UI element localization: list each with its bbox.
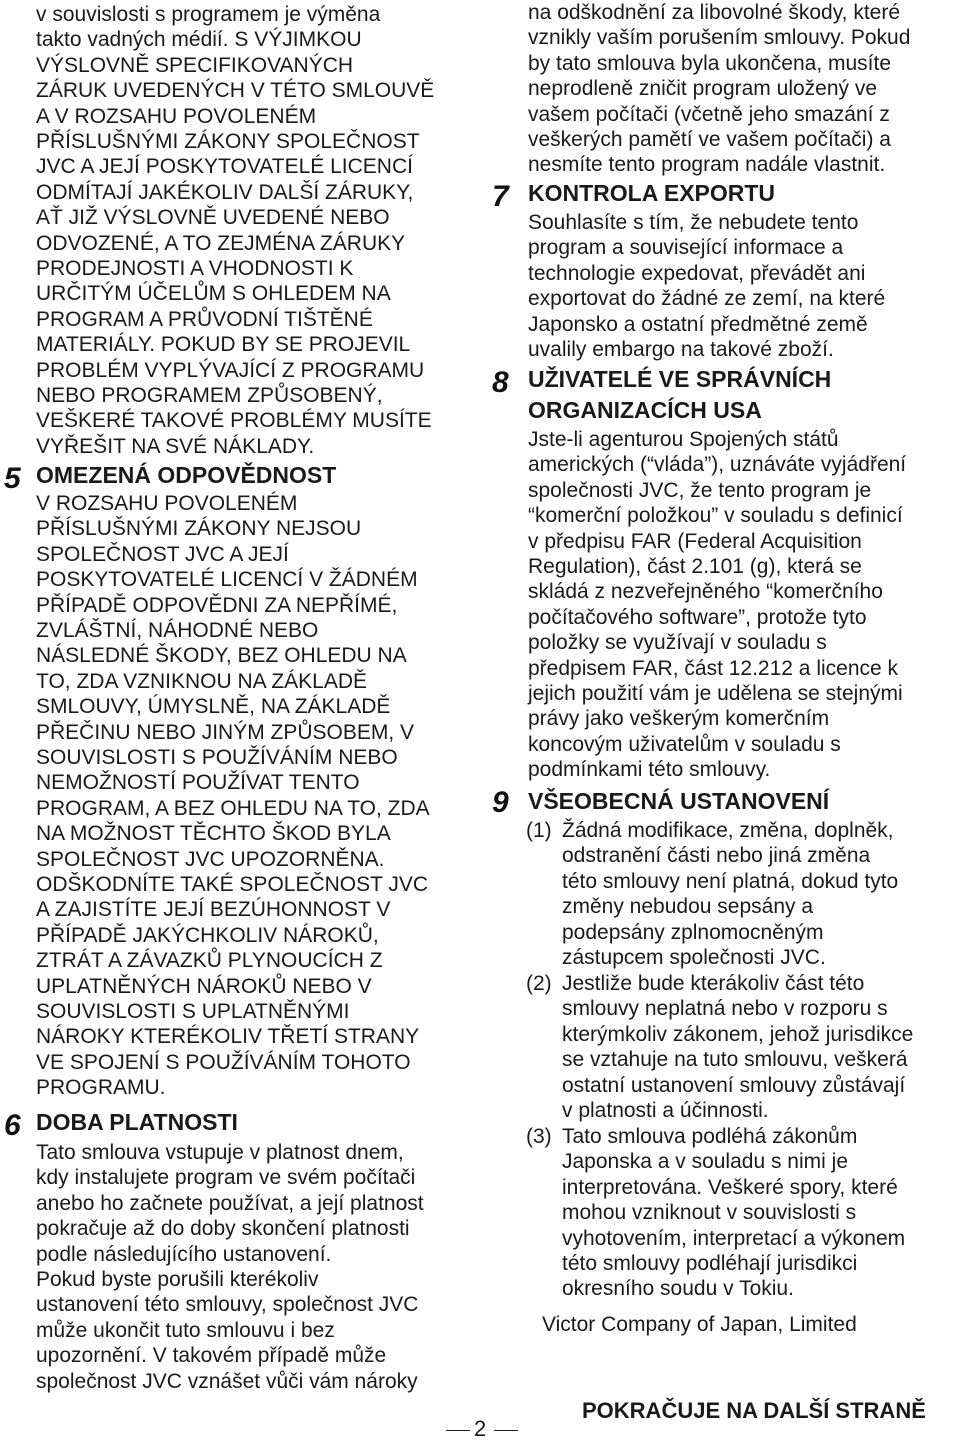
- section-title: OMEZENÁ ODPOVĚDNOST: [36, 462, 337, 488]
- body-text-line: PŘÍSLUŠNÝMI ZÁKONY SPOLEČNOST: [36, 130, 420, 153]
- body-text-line: podle následujícího ustanovení.: [36, 1242, 332, 1266]
- section-title: UŽIVATELÉ VE SPRÁVNÍCH: [528, 366, 832, 392]
- body-text-line: PROGRAMU.: [36, 1076, 166, 1100]
- body-text-line: skládá z nezveřejněného “komerčního: [528, 580, 883, 604]
- body-text-line: může ukončit tuto smlouvu i bez: [36, 1318, 335, 1342]
- section-number: 9: [492, 786, 509, 819]
- body-text-line: Tato smlouva vstupuje v platnost dnem,: [36, 1141, 404, 1164]
- body-text-line: položky se využívají v souladu s: [528, 631, 827, 655]
- body-text-line: společnost JVC vznášet vůči vám nároky: [36, 1369, 418, 1393]
- body-text-line: PRODEJNOSTI A VHODNOSTI K: [36, 257, 354, 280]
- body-text-line: jejich použití vám je udělena se stejnými: [528, 682, 903, 705]
- body-text-line: uvalily embargo na takové zboží.: [528, 338, 834, 361]
- body-text-line: NEBO PROGRAMEM ZPŮSOBENÝ,: [36, 384, 383, 407]
- body-text-line: SMLOUVY, ÚMYSLNĚ, NA ZÁKLADĚ: [36, 695, 391, 719]
- body-text-line: MATERIÁLY. POKUD BY SE PROJEVIL: [36, 333, 411, 357]
- body-text-line: by tato smlouva byla ukončena, musíte: [528, 51, 892, 75]
- body-text-line: A V ROZSAHU POVOLENÉM: [36, 104, 317, 128]
- body-text-line: exportovat do žádné ze zemí, na které: [528, 287, 886, 311]
- body-text-line: upozornění. V takovém případě může: [36, 1344, 387, 1368]
- body-text-line: JVC A JEJÍ POSKYTOVATELÉ LICENCÍ: [36, 155, 413, 179]
- list-item-line: smlouvy neplatná nebo v rozporu s: [562, 997, 888, 1021]
- section-title: KONTROLA EXPORTU: [528, 180, 776, 206]
- list-item-line: Japonska a v souladu s nimi je: [562, 1150, 848, 1174]
- body-text-line: ustanovení této smlouvy, společnost JVC: [36, 1293, 419, 1317]
- list-item-line: vyhotovením, interpretací a výkonem: [562, 1226, 906, 1250]
- list-item-line: této smlouvy podléhají jurisdikci: [562, 1252, 858, 1275]
- list-item-line: zástupcem společnosti JVC.: [562, 946, 826, 969]
- body-text-line: v předpisu FAR (Federal Acquisition: [528, 529, 862, 553]
- body-text-line: ZTRÁT A ZÁVAZKŮ PLYNOUCÍCH Z: [36, 949, 383, 973]
- body-text-line: vašem počítači (včetně jeho smazání z: [528, 102, 890, 126]
- body-text-line: NEMOŽNOSTÍ POUŽÍVAT TENTO: [36, 771, 360, 795]
- body-text-line: ZVLÁŠTNÍ, NÁHODNÉ NEBO: [36, 619, 319, 642]
- body-text-line: ZÁRUK UVEDENÝCH V TÉTO SMLOUVĚ: [36, 79, 435, 103]
- body-text-line: nesmíte tento program nadále vlastnit.: [528, 153, 886, 177]
- body-text-line: SPOLEČNOST JVC A JEJÍ: [36, 542, 289, 566]
- body-text-line: na odškodnění za libovolné škody, které: [528, 1, 901, 24]
- body-text-line: takto vadných médií. S VÝJIMKOU: [36, 28, 362, 52]
- body-text-line: VE SPOJENÍ S POUŽÍVÁNÍM TOHOTO: [36, 1050, 411, 1074]
- body-text-line: PŘÍPADĚ JAKÝCHKOLIV NÁROKŮ,: [36, 923, 379, 947]
- continue-label: POKRAČUJE NA DALŠÍ STRANĚ: [582, 1398, 926, 1423]
- body-text-line: NÁROKY KTERÉKOLIV TŘETÍ STRANY: [36, 1025, 420, 1049]
- body-text-line: PŘÍPADĚ ODPOVĚDNI ZA NEPŘÍMÉ,: [36, 593, 398, 617]
- list-marker: (2): [526, 972, 552, 995]
- section-number: 6: [4, 1109, 21, 1142]
- body-text-line: ODMÍTAJÍ JAKÉKOLIV DALŠÍ ZÁRUKY,: [36, 180, 414, 204]
- body-text-line: PROBLÉM VYPLÝVAJÍCÍ Z PROGRAMU: [36, 358, 425, 382]
- body-text-line: POSKYTOVATELÉ LICENCÍ V ŽÁDNÉM: [36, 568, 418, 592]
- list-item-line: v platnosti a účinnosti.: [562, 1099, 769, 1122]
- body-text-line: Japonsko a ostatní předmětné země: [528, 312, 868, 336]
- body-text-line: Regulation), část 2.101 (g), která se: [528, 555, 862, 578]
- body-text-line: kdy instalujete program ve svém počítači: [36, 1166, 416, 1190]
- body-text-line: Pokud byste porušili kterékoliv: [36, 1268, 319, 1291]
- body-text-line: VÝSLOVNĚ SPECIFIKOVANÝCH: [36, 53, 354, 77]
- body-text-line: PROGRAM A PRŮVODNÍ TIŠTĚNÉ: [36, 307, 373, 331]
- body-text-line: pokračuje až do doby skončení platnosti: [36, 1217, 410, 1241]
- page-number-rule-right: [494, 1430, 518, 1431]
- body-text-line: PŘÍSLUŠNÝMI ZÁKONY NEJSOU: [36, 517, 362, 541]
- body-text-line: A ZAJISTÍTE JEJÍ BEZÚHONNOST V: [36, 898, 391, 922]
- body-text-line: Souhlasíte s tím, že nebudete tento: [528, 211, 859, 234]
- body-text-line: SOUVISLOSTI S UPLATNĚNÝMI: [36, 1000, 350, 1023]
- body-text-line: neprodleně zničit program uložený ve: [528, 77, 878, 101]
- page-number: 2: [474, 1416, 487, 1441]
- body-text-line: počítačového software”, protože tyto: [528, 605, 867, 629]
- list-item-line: se vztahuje na tuto smlouvu, veškerá: [562, 1048, 908, 1072]
- body-text-line: SPOLEČNOST JVC UPOZORNĚNA.: [36, 847, 385, 871]
- body-text-line: NÁSLEDNÉ ŠKODY, BEZ OHLEDU NA: [36, 644, 407, 668]
- body-text-line: předpisem FAR, část 12.212 a licence k: [528, 656, 899, 680]
- body-text-line: ODVOZENÉ, A TO ZEJMÉNA ZÁRUKY: [36, 231, 406, 255]
- body-text-line: AŤ JIŽ VÝSLOVNĚ UVEDENÉ NEBO: [36, 206, 390, 230]
- page-number-rule-left: [446, 1430, 470, 1431]
- body-text-line: PŘEČINU NEBO JINÝM ZPŮSOBEM, V: [36, 720, 415, 744]
- list-item-line: mohou vzniknout v souvislosti s: [562, 1201, 857, 1225]
- list-item-line: odstranění části nebo jiná změna: [562, 844, 871, 868]
- section-number: 5: [4, 462, 21, 495]
- body-text-line: UPLATNĚNÝCH NÁROKŮ NEBO V: [36, 974, 372, 998]
- list-marker: (1): [526, 819, 552, 842]
- body-text-line: V ROZSAHU POVOLENÉM: [36, 492, 298, 515]
- body-text-line: koncovým uživatelům v souladu s: [528, 732, 841, 756]
- body-text-line: anebo ho začnete používat, a její platnost: [36, 1191, 424, 1215]
- section-number: 8: [492, 366, 509, 399]
- list-item-line: podepsány zplnomocněným: [562, 920, 824, 944]
- section-title: VŠEOBECNÁ USTANOVENÍ: [528, 788, 830, 814]
- body-text-line: Jste-li agenturou Spojených států: [528, 428, 839, 451]
- body-text-line: NA MOŽNOST TĚCHTO ŠKOD BYLA: [36, 822, 391, 846]
- body-text-line: VYŘEŠIT NA SVÉ NÁKLADY.: [36, 434, 315, 458]
- body-text-line: “komerční položkou” v souladu s definicí: [528, 504, 903, 528]
- signature: Victor Company of Japan, Limited: [542, 1313, 857, 1336]
- list-item-line: ostatní ustanovení smlouvy zůstávají: [562, 1073, 906, 1097]
- list-item-line: Tato smlouva podléhá zákonům: [562, 1125, 858, 1148]
- list-item-line: okresního soudu v Tokiu.: [562, 1277, 794, 1301]
- list-item-line: Žádná modifikace, změna, doplněk,: [562, 819, 894, 842]
- body-text-line: vznikly vaším porušením smlouvy. Pokud: [528, 26, 911, 50]
- body-text-line: SOUVISLOSTI S POUŽÍVÁNÍM NEBO: [36, 746, 398, 769]
- body-text-line: TO, ZDA VZNIKNOU NA ZÁKLADĚ: [36, 669, 368, 693]
- list-item-line: Jestliže bude kterákoliv část této: [562, 972, 865, 995]
- body-text-line: společnosti JVC, že tento program je: [528, 478, 872, 502]
- body-text-line: technologie expedovat, převádět ani: [528, 261, 866, 285]
- list-item-line: změny nebudou sepsány a: [562, 895, 814, 919]
- list-item-line: kterýmkoliv zákonem, jehož jurisdikce: [562, 1022, 914, 1046]
- body-text-line: VEŠKERÉ TAKOVÉ PROBLÉMY MUSÍTE: [36, 409, 432, 433]
- body-text-line: podmínkami této smlouvy.: [528, 758, 771, 782]
- list-item-line: interpretována. Veškeré spory, které: [562, 1175, 898, 1199]
- body-text-line: právy jako veškerým komerčním: [528, 707, 830, 731]
- section-title: ORGANIZACÍCH USA: [528, 397, 762, 423]
- body-text-line: amerických (“vláda”), uznáváte vyjádření: [528, 453, 907, 477]
- body-text-line: URČITÝM ÚČELŮM S OHLEDEM NA: [36, 282, 391, 306]
- list-item-line: této smlouvy není platná, dokud tyto: [562, 869, 899, 893]
- body-text-line: PROGRAM, A BEZ OHLEDU NA TO, ZDA: [36, 796, 430, 820]
- body-text-line: v souvislosti s programem je výměna: [36, 3, 381, 26]
- section-number: 7: [492, 180, 509, 213]
- body-text-line: veškerých pamětí ve vašem počítači) a: [528, 128, 891, 151]
- body-text-line: program a související informace a: [528, 236, 844, 260]
- list-marker: (3): [526, 1125, 552, 1148]
- section-title: DOBA PLATNOSTI: [36, 1109, 238, 1135]
- body-text-line: ODŠKODNÍTE TAKÉ SPOLEČNOST JVC: [36, 873, 429, 896]
